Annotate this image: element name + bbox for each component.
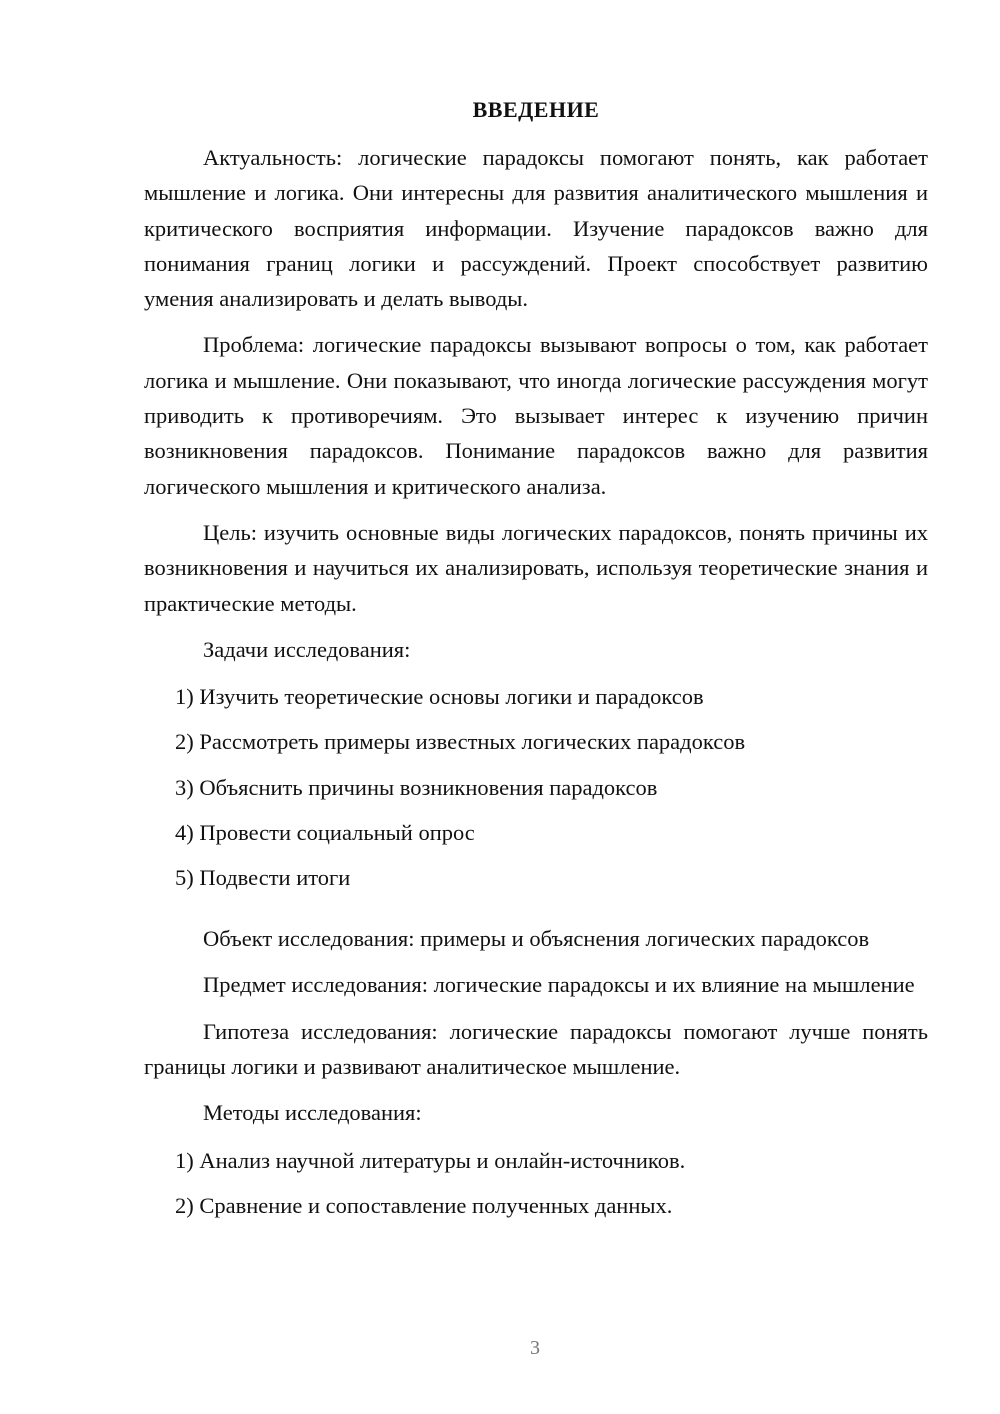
problem-paragraph: Проблема: логические парадоксы вызывают вопросы о том, как работает логика и мышление. Они показывают, что иногда логические рассуждения могут приводить к противоречиям. Это вызывает интерес к изучению причин возникновения парадоксов. Понимание парадоксов важно для развития логического мышления и критического анализа.: [144, 332, 928, 499]
page-content: [144, 94, 928, 1233]
method-item: 2) Сравнение и сопоставление полученных данных.: [175, 1192, 673, 1218]
relevance-paragraph: Актуальность: логические парадоксы помогают понять, как работает мышление и логика. Они интересны для развития аналитического мышления и критического восприятия информации. Изучение парадоксов важно для понимания границ логики и рассуждений. Проект способствует развитию умения анализировать и делать выводы.: [144, 145, 928, 312]
task-item: 1) Изучить теоретические основы логики и парадоксов: [175, 684, 704, 710]
task-item: 3) Объяснить причины возникновения парадоксов: [175, 774, 658, 800]
object-paragraph: Объект исследования: примеры и объяснения логических парадоксов: [203, 926, 870, 952]
goal-paragraph: Цель: изучить основные виды логических парадоксов, понять причины их возникновения и научиться их анализировать, используя теоретические знания и практические методы.: [144, 519, 928, 616]
methods-list: [144, 1143, 928, 1233]
page-title: ВВЕДЕНИЕ: [472, 97, 600, 122]
method-item: 1) Анализ научной литературы и онлайн-источников.: [175, 1147, 686, 1173]
page-number: 3: [530, 1337, 540, 1359]
task-item: 4) Провести социальный опрос: [175, 819, 475, 845]
methods-heading: Методы исследования:: [203, 1100, 422, 1126]
hypothesis-paragraph: Гипотеза исследования: логические парадоксы помогают лучше понять границы логики и развивают аналитическое мышление.: [144, 1018, 928, 1079]
tasks-heading: Задачи исследования:: [203, 636, 411, 662]
tasks-list: [144, 679, 928, 905]
task-item: 5) Подвести итоги: [175, 864, 351, 890]
task-item: 2) Рассмотреть примеры известных логических парадоксов: [175, 729, 746, 755]
subject-paragraph: Предмет исследования: логические парадоксы и их влияние на мышление: [203, 972, 915, 998]
